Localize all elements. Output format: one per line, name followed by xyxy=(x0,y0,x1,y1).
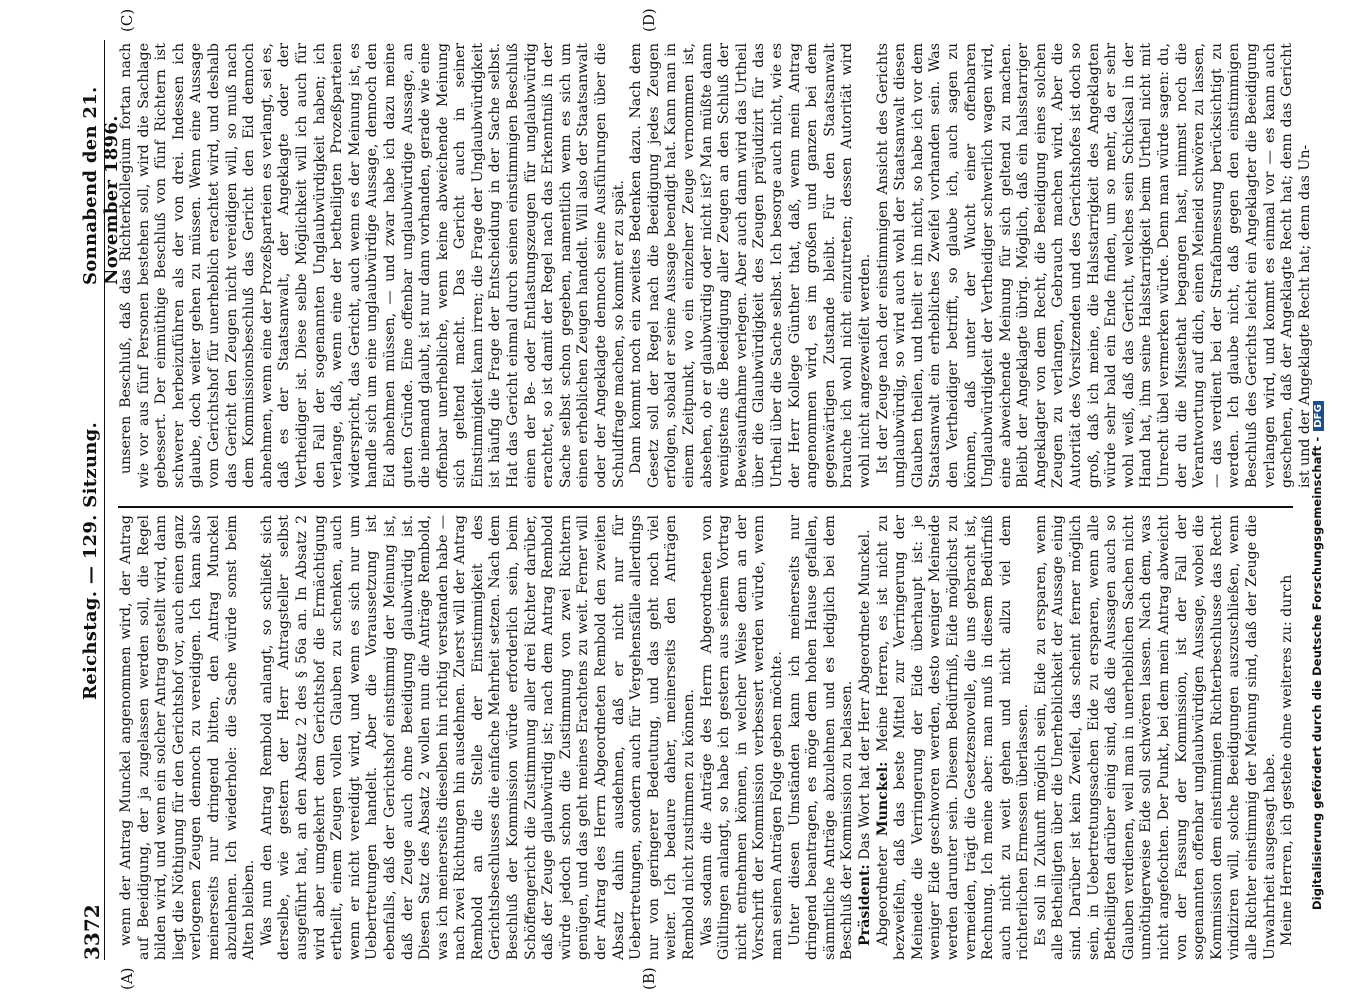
session-title: Reichstag. — 129. Sitzung. xyxy=(80,421,101,700)
paragraph: wenn der Antrag Munckel angenommen wird, der Antrag auf Beeidigung, der ja zugelassen werden soll, die Regel bilden wird, und wenn ein solcher Antrag gestellt wird, dann liegt die Nöthigung für den Gerichtshof vor, auch einen ganz verlogenen Zeugen dennoch zu vereidigen. Ich kann also meinerseits nur dringend bitten, den Antrag Munckel abzulehnen. Ich wiederhole: die Sache würde sonst beim Alten bleiben. xyxy=(118,515,258,960)
paragraph: Dann kommt noch ein zweites Bedenken dazu. Nach dem Gesetz soll der Regel nach die Beeidigung jedes Zeugen erfolgen, sobald er seine Aussage beendigt hat. Kann man in einem Zeitpunkt, wo ein einzelner Zeuge vernommen ist, absehen, ob er glaubwürdig oder nicht ist? Man müßte dann wenigstens die Beeidigung aller Zeugen an den Schluß der Beweisaufnahme verlegen. Aber auch dann wird das Urtheil über die Glaubwürdigkeit des Zeugen präjudizirt für das Urtheil über die Sache selbst. Ich besorge auch nicht, wie es der Herr Kollege Günther that, daß, wenn mein Antrag angenommen wird, es im großen und ganzen bei dem gegenwärtigen Zustande bleibt. Für den Staatsanwalt brauche ich wohl nicht einzutreten; dessen Autorität wird wohl nicht angezweifelt werden. xyxy=(628,43,873,488)
paragraph: Was nun den Antrag Rembold anlangt, so schließt sich derselbe, wie gestern der Herr Antragsteller selbst ausgeführt hat, an den Absatz 2 des § 56a an. In Absatz 2 wird aber umgekehrt dem Gerichtshof die Ermächtigung ertheilt, einem Zeugen vollen Glauben zu schenken, auch wenn er nicht vereidigt wird, und wenn es sich nur um Uebertretungen handelt. Aber die Voraussetzung ist ebenfalls, daß der Gerichtshof einstimmig der Meinung ist, daß der Zeuge auch ohne Beeidigung glaubwürdig ist. Diesen Satz des Absatz 2 wollen nun die Anträge Rembold, was ich meinerseits dieselben hin richtig verstanden habe — nach zwei Richtungen hin ausdehnen. Zuerst will der Antrag Rembold an die Stelle der Einstimmigkeit des Gerichtsbeschlusses die einfache Mehrheit setzen. Nach dem Beschluß der Kommission würde erforderlich sein, beim Schöffengericht die Zustimmung aller drei Richter darüber, daß der Zeuge glaubwürdig ist; nach dem Antrag Rembold würde jedoch schon die Zustimmung von zwei Richtern genügen, und das geht meines Erachtens zu weit. Ferner will der Antrag des Herrn Abgeordneten Rembold den zweiten Absatz dahin ausdehnen, daß er nicht nur für Uebertretungen, sondern auch für Vergehensfälle allerdings nur von geringerer Bedeutung, und das geht noch viel weiter. Ich bedaure daher, meinerseits den Anträgen Rembold nicht zustimmen zu können. xyxy=(258,515,697,960)
paragraph: Es soll in Zukunft möglich sein, Eide zu ersparen, wenn alle Betheiligten über die Unerheblichkeit der Aussage einig sind. Darüber ist kein Zweifel, das scheint ferner möglich sein, in Uebertretungssachen Eide zu ersparen, wenn alle Betheiligten darüber einig sind, daß die Aussagen auch so Glauben verdienen, weil man in unerheblichen Sachen nicht unnöthigerweise Eide soll schwören lassen. Nach dem, was nicht angefochten. Der Punkt, bei dem mein Antrag abweicht von der Fassung der Kommission, ist der Fall der sogenannten offenbar unglaubwürdigen Aussage, wobei die Kommission dem einstimmigen Richterbeschlusse das Recht vindiziren will, solche Beeidigungen auszuschließen, wenn alle Richter einstimmig der Meinung sind, daß der Zeuge die Unwahrheit ausgesagt habe. xyxy=(1032,515,1278,960)
speaker-name: Munckel: xyxy=(874,761,891,847)
session-date: Sonnabend den 21. November 1896. xyxy=(80,86,122,285)
paragraph: unseren Beschluß, daß das Richterkollegium fortan nach wie vor aus fünf Personen bestehen soll, wird die Sachlage gebessert. Der einmüthige Beschluß von fünf Richtern ist schwerer herbeizuführen als der von drei. Indessen ich glaube, doch weiter gehen zu müssen. Wenn eine Aussage vom Gerichtshof für unerheblich erachtet wird, und deshalb das Gericht den Zeugen nicht vereidigen will, so muß nach dem Kommissionsbeschluß das Gericht den Eid dennoch abnehmen, wenn eine der Prozeßparteien es verlangt, sei es, daß es der Staatsanwalt, der Angeklagte oder der Vertheidiger ist. Diese selbe Möglichkeit will ich auch für den Fall der sogenannten Unglaubwürdigkeit haben; ich verlange, daß, wenn eine der betheiligten Prozeßparteien widerspricht, das Gericht, auch wenn es der Meinung ist, es handle sich um eine unglaubwürdige Aussage, dennoch den Eid abnehmen müssen, — und zwar habe ich dazu meine guten Gründe. Eine offenbar unglaubwürdige Aussage, an die niemand glaubt, ist nur dann vorhanden, gerade wie eine offenbar unerhebliche, wenn keine abweichende Meinung sich geltend macht. Das Gericht auch in seiner Einstimmigkeit kann irren; die Frage der Unglaubwürdigkeit ist häufig die Frage der Entscheidung in der Sache selbst. Hat das Gericht einmal durch seinen einstimmigen Beschluß einen der Be- oder Entlastungszeugen für unglaubwürdig erachtet, so ist damit der Regel nach das Erkenntniß in der Sache selbst schon gegeben, namentlich wenn es sich um einen erheblichen Zeugen handelt. Will also der Staatsanwalt oder der Angeklagte dennoch seine Ausführungen über die Schuldfrage machen, so kommt er zu spät. xyxy=(118,43,627,488)
page-header xyxy=(78,40,122,960)
digitization-credit xyxy=(1310,50,1324,910)
right-column xyxy=(118,43,1313,488)
paragraph: Meine Herren, ich gestehe ohne weiteres zu: durch xyxy=(1279,574,1296,946)
margin-marker-d: (D) xyxy=(640,8,658,32)
speaker-paragraph xyxy=(875,515,1033,960)
column-divider xyxy=(118,506,1293,508)
paragraph: Was sodann die Anträge des Herrn Abgeordneten von Gültlingen anlangt, so habe ich gestern aus seinem Vortrag nicht entnehmen können, in welcher Weise denn an der Vorschrift der Kommission verbessert werden würde, wenn man seinen Anträgen Folge geben möchte. xyxy=(698,515,785,960)
speech-text: Meine Herren, es ist nicht zu bezweifeln, daß das beste Mittel zur Verringerung der Meineide die Verringerung der Eide überhaupt ist: je weniger Eide geschworen werden, desto weniger Meineide werden darunter sein. Diesem Bedürfniß, Eide möglichst zu vermeiden, trägt die Gesetzesnovelle, die uns gebracht ist, Rechnung. Ich meine aber: man muß in diesem Bedürfniß auch nicht zu weit gehen und nicht allzu viel dem richterlichen Ermessen überlassen. xyxy=(874,515,1032,960)
margin-marker-b: (B) xyxy=(640,967,658,990)
left-column xyxy=(118,515,1296,960)
credit-text: Digitalisierung gefördert durch die Deutsche Forschungsgemeinschaft - xyxy=(1310,436,1324,910)
speaker-paragraph xyxy=(857,515,875,960)
speaker-title: Abgeordneter xyxy=(874,846,891,946)
paragraph: Ist der Zeuge nach der einstimmigen Ansicht des Gerichts unglaubwürdig, so wird auch wohl der Staatsanwalt diesen Glauben theilen, und theilt er ihn nicht, so habe ich vor dem Staatsanwalt ein erhebliches Zweifel vorhanden sein. Was den Vertheidiger betrifft, so glaube ich, auch sagen zu können, daß unter der Wucht einer offenbaren Unglaubwürdigkeit der Vertheidiger schwerlich wagen wird, eine abweichende Meinung für sich geltend zu machen. Bleibt der Angeklagte übrig. Möglich, daß ein halsstarriger Angeklagter von dem Recht, die Beeidigung eines solchen Zeugen zu verlangen, Gebrauch machen wird. Aber die Autorität des Vorsitzenden und des Gerichtshofes ist doch so groß, daß ich meine, die Halsstarrigkeit des Angeklagten würde sehr bald ein Ende finden, um so mehr, da er sehr wohl weiß, daß das Gericht, welches sein Schicksal in der Hand hat, ihm seine Halsstarrigkeit beim Urtheil nicht mit Unrecht übel vermerken würde. Denn man würde sagen: du, der du die Missethat begangen hast, nimmst noch die Verantwortung auf dich, einen Meineid schwören zu lassen, — das verdient bei der Strafabmessung berücksichtigt zu werden. Ich glaube nicht, daß gegen den einstimmigen Beschluß des Gerichts leicht ein Angeklagter die Beeidigung verlangen wird, und kommt es einmal vor — es kann auch geschehen, daß der Angeklagte Recht hat; denn das Gericht ist und der Angeklagte Recht hat; denn das Un- xyxy=(874,43,1313,488)
margin-marker-a: (A) xyxy=(118,967,136,990)
margin-marker-c: (C) xyxy=(118,8,136,32)
dfg-logo: DFG xyxy=(1313,401,1324,431)
paragraph: Unter diesen Umständen kann ich meinerseits nur dringend beantragen, es möge dem hohen Hause gefallen, sämmtliche Anträge abzulehnen und es lediglich bei dem Beschluß der Kommission zu belassen. xyxy=(786,515,856,960)
page-number: 3372 xyxy=(80,904,104,960)
speaker-name: Präsident: xyxy=(856,864,873,946)
speech-text: Das Wort hat der Herr Abgeordnete Munckel. xyxy=(856,529,873,865)
